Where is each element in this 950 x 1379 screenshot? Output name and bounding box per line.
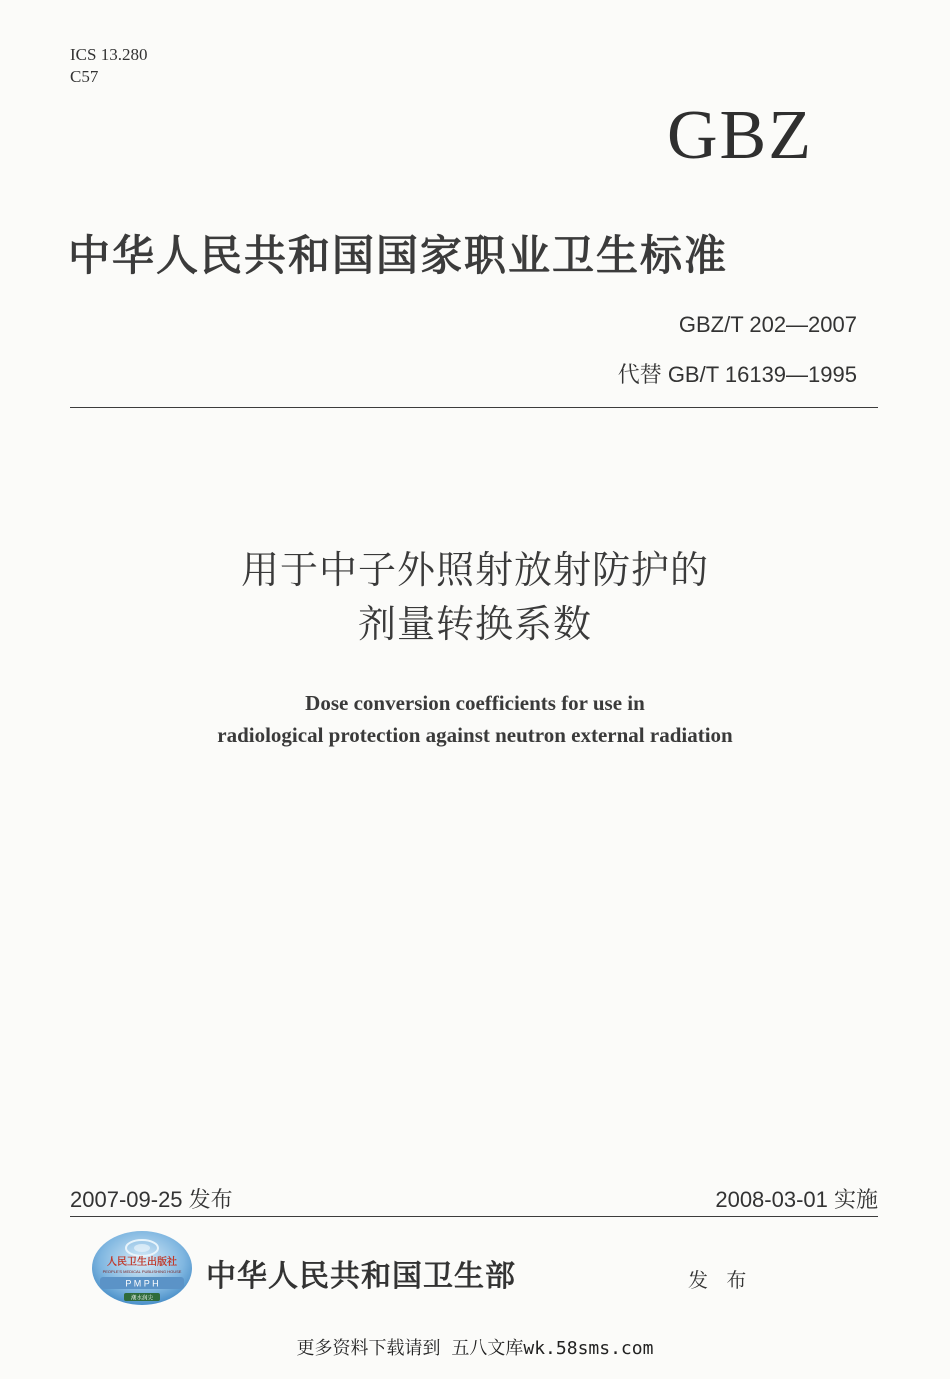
bottom-divider xyxy=(70,1216,878,1217)
english-title-line-1: Dose conversion coefficients for use in xyxy=(305,691,645,715)
classification-block xyxy=(70,44,147,88)
top-divider xyxy=(70,407,878,408)
chinese-title-line-2: 剂量转换系数 xyxy=(357,602,592,646)
chinese-title xyxy=(0,543,950,651)
implementation-date: 2008-03-01 实施 xyxy=(715,1187,878,1212)
svg-text:人民卫生出版社: 人民卫生出版社 xyxy=(107,1257,177,1268)
download-note: 更多资料下载请到 五八文库wk.58sms.com xyxy=(296,1338,654,1359)
issue-date: 2007-09-25 发布 xyxy=(70,1187,233,1212)
ccs-code: C57 xyxy=(70,67,99,86)
english-title xyxy=(0,687,950,751)
gbz-mark: GBZ xyxy=(667,97,813,174)
publisher-name: 中华人民共和国卫生部 xyxy=(206,1259,516,1294)
standard-code: GBZ/T 202—2007 xyxy=(678,312,857,337)
publisher-logo-icon xyxy=(88,1228,196,1308)
publish-label: 发 布 xyxy=(688,1268,753,1292)
svg-text:PEOPLE'S MEDICAL PUBLISHING HO: PEOPLE'S MEDICAL PUBLISHING HOUSE xyxy=(102,1269,182,1274)
standard-type-heading: 中华人民共和国国家职业卫生标准 xyxy=(68,231,729,280)
chinese-title-line-1: 用于中子外照射放射防护的 xyxy=(240,548,709,592)
english-title-line-2: radiological protection against neutron external radiation xyxy=(217,723,733,747)
replaces-standard: 代替 GB/T 16139—1995 xyxy=(617,362,857,387)
ics-code: ICS 13.280 xyxy=(70,45,148,64)
svg-text:潮水润尖: 潮水润尖 xyxy=(130,1295,154,1302)
svg-text:P M P H: P M P H xyxy=(125,1278,159,1289)
